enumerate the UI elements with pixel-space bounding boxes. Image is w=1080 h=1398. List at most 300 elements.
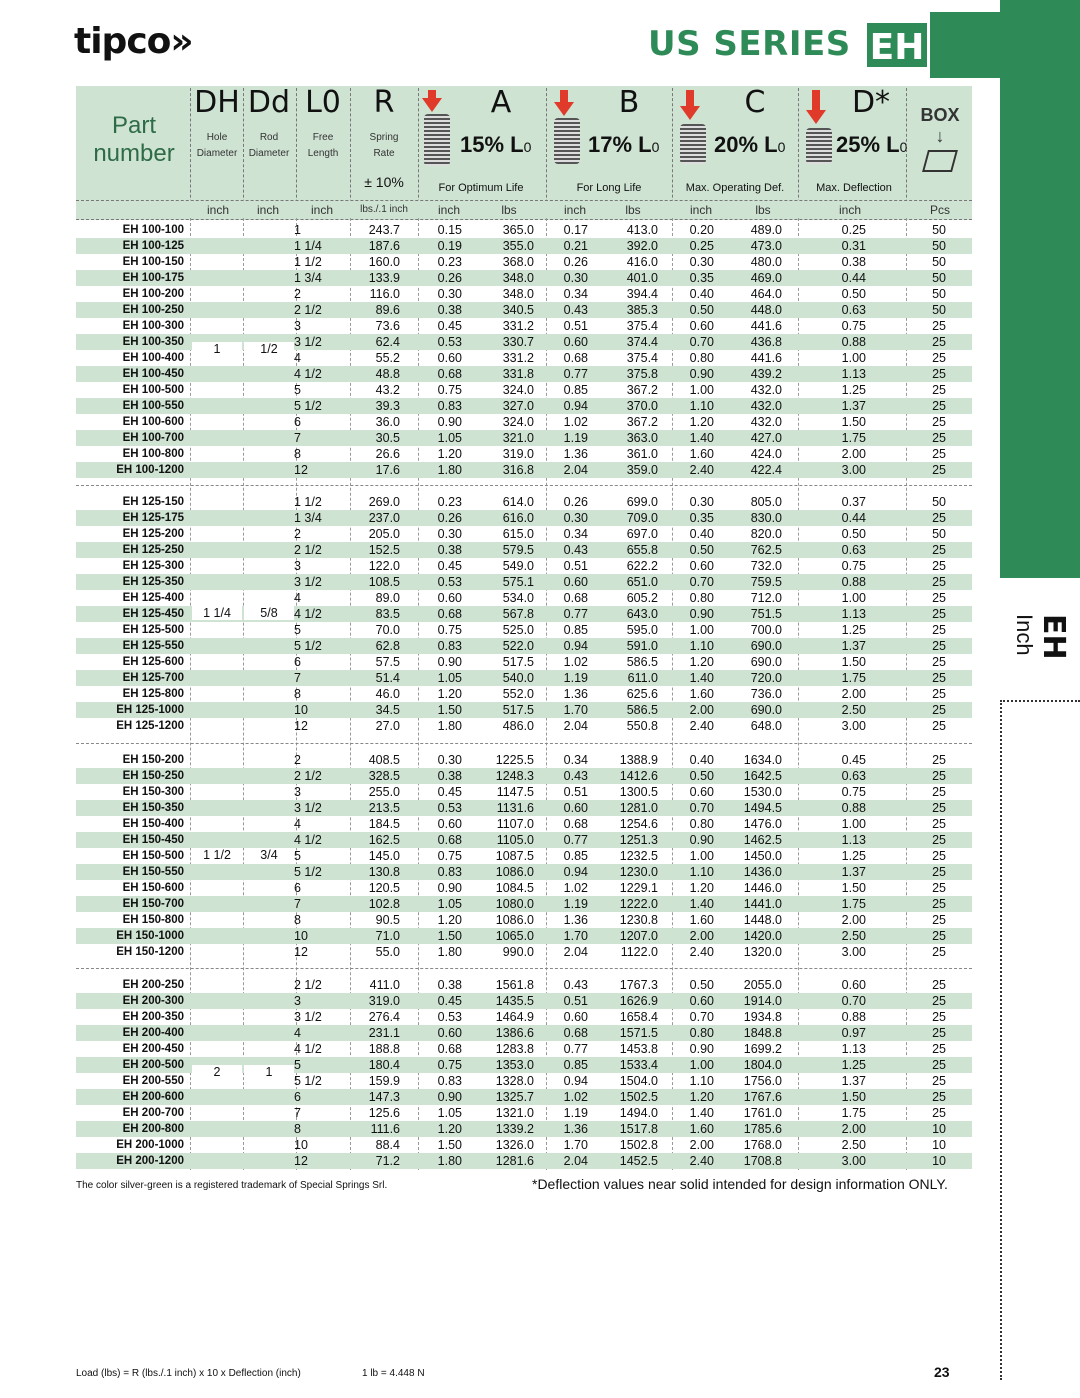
box-qty-cell: 25 [932, 319, 946, 333]
box-qty-cell: 25 [932, 1026, 946, 1040]
free-length-cell: 4 [294, 351, 301, 365]
d-deflection-cell: 1.13 [841, 1042, 866, 1056]
part-number-cell: EH 100-150 [122, 256, 184, 268]
a-note: For Optimum Life [438, 182, 524, 194]
a-load-cell: 324.0 [502, 415, 534, 429]
b-deflection-cell: 0.34 [563, 527, 588, 541]
table-row [76, 928, 972, 944]
box-qty-cell: 50 [932, 287, 946, 301]
c-deflection-cell: 2.00 [689, 929, 714, 943]
spring-rate-cell: 120.5 [368, 881, 400, 895]
header-separator [906, 88, 907, 218]
part-number-cell: EH 125-500 [122, 624, 184, 636]
part-number-cell: EH 100-300 [122, 320, 184, 332]
box-qty-cell: 25 [932, 431, 946, 445]
r-sub1: Spring [369, 132, 399, 143]
c-load-cell: 1530.0 [743, 785, 782, 799]
d-deflection-cell: 0.88 [841, 801, 866, 815]
dd-symbol: Dd [247, 85, 291, 120]
b-load-cell: 1388.9 [619, 753, 658, 767]
header-separator [672, 88, 673, 218]
table-row [76, 494, 972, 510]
part-number-cell: EH 200-600 [122, 1091, 184, 1103]
part-number-cell: EH 200-400 [122, 1027, 184, 1039]
table-row [76, 670, 972, 686]
free-length-cell: 12 [294, 1154, 308, 1168]
b-deflection-cell: 0.34 [563, 287, 588, 301]
spring-rate-cell: 328.5 [368, 769, 400, 783]
b-load-cell: 1222.0 [619, 897, 658, 911]
table-row [76, 1025, 972, 1041]
b-load-cell: 359.0 [626, 463, 658, 477]
free-length-cell: 2 [294, 287, 301, 301]
d-note: Max. Deflection [816, 182, 892, 194]
a-deflection-cell: 0.90 [437, 655, 462, 669]
box-label: BOX [920, 105, 960, 125]
b-deflection-cell: 0.43 [563, 303, 588, 317]
a-deflection-cell: 0.90 [437, 415, 462, 429]
table-row [76, 977, 972, 993]
b-deflection-cell: 0.51 [563, 785, 588, 799]
header-separator [798, 88, 799, 218]
d-deflection-cell: 1.00 [841, 817, 866, 831]
d-deflection-cell: 1.13 [841, 607, 866, 621]
c-load-cell: 436.8 [750, 335, 782, 349]
b-load-cell: 655.8 [626, 543, 658, 557]
c-deflection-cell: 1.10 [689, 865, 714, 879]
spring-rate-cell: 130.8 [368, 865, 400, 879]
d-deflection-cell: 0.31 [841, 239, 866, 253]
b-load-cell: 1412.6 [619, 769, 658, 783]
b-load-cell: 1207.0 [619, 929, 658, 943]
c-load-cell: 1768.0 [743, 1138, 782, 1152]
b-load-cell: 1626.9 [619, 994, 658, 1008]
c-deflection-cell: 0.70 [689, 1010, 714, 1024]
unit-a-inch: inch [437, 203, 460, 217]
b-deflection-cell: 2.04 [563, 463, 588, 477]
spring-rate-cell: 89.6 [375, 303, 400, 317]
b-load-cell: 1502.8 [619, 1138, 658, 1152]
group-separator [76, 743, 972, 744]
a-deflection-cell: 1.05 [437, 1106, 462, 1120]
c-deflection-cell: 0.40 [689, 287, 714, 301]
a-deflection-cell: 0.68 [437, 1042, 462, 1056]
c-deflection-cell: 0.30 [689, 495, 714, 509]
box-qty-cell: 25 [932, 753, 946, 767]
c-deflection-cell: 0.80 [689, 1026, 714, 1040]
group-separator [76, 968, 972, 969]
part-number-cell: EH 125-350 [122, 576, 184, 588]
c-deflection-cell: 0.90 [689, 833, 714, 847]
b-load-cell: 622.2 [626, 559, 658, 573]
b-deflection-cell: 1.36 [563, 687, 588, 701]
part-number-cell: EH 100-125 [122, 240, 184, 252]
table-row [76, 1105, 972, 1121]
table-row [76, 896, 972, 912]
tipco-logo: tipco» [74, 21, 193, 62]
box-qty-cell: 25 [932, 865, 946, 879]
free-length-cell: 3 [294, 559, 301, 573]
free-length-cell: 10 [294, 929, 308, 943]
c-deflection-cell: 1.00 [689, 1058, 714, 1072]
b-load-cell: 367.2 [626, 383, 658, 397]
a-load-cell: 1086.0 [495, 913, 534, 927]
d-deflection-cell: 0.50 [841, 527, 866, 541]
spring-rate-cell: 89.0 [375, 591, 400, 605]
header-separator [190, 88, 191, 218]
a-load-cell: 1353.0 [495, 1058, 534, 1072]
free-length-cell: 5 [294, 383, 301, 397]
c-load-cell: 1420.0 [743, 929, 782, 943]
a-deflection-cell: 0.19 [437, 239, 462, 253]
b-load-cell: 651.0 [626, 575, 658, 589]
c-deflection-cell: 1.20 [689, 881, 714, 895]
part-number-cell: EH 125-1000 [116, 704, 184, 716]
c-load-cell: 1642.5 [743, 769, 782, 783]
size-group [76, 752, 972, 960]
a-load-cell: 331.2 [502, 351, 534, 365]
c-deflection-cell: 0.70 [689, 335, 714, 349]
free-length-cell: 7 [294, 1106, 301, 1120]
group-separator [76, 485, 972, 486]
spring-rate-cell: 70.0 [375, 623, 400, 637]
a-load-cell: 355.0 [502, 239, 534, 253]
box-qty-cell: 25 [932, 591, 946, 605]
c-load-cell: 1441.0 [743, 897, 782, 911]
part-number-cell: EH 150-300 [122, 786, 184, 798]
a-deflection-cell: 0.68 [437, 607, 462, 621]
a-deflection-cell: 0.30 [437, 527, 462, 541]
b-load-cell: 394.4 [626, 287, 658, 301]
c-deflection-cell: 0.80 [689, 591, 714, 605]
table-row [76, 318, 972, 334]
table-row [76, 510, 972, 526]
b-load-cell: 416.0 [626, 255, 658, 269]
c-deflection-cell: 0.40 [689, 753, 714, 767]
spring-rate-cell: 62.8 [375, 639, 400, 653]
c-load-cell: 700.0 [750, 623, 782, 637]
table-row [76, 222, 972, 238]
c-load-cell: 1476.0 [743, 817, 782, 831]
c-deflection-cell: 1.10 [689, 639, 714, 653]
part-number-cell: EH 150-450 [122, 834, 184, 846]
unit-r: lbs./.1 inch [360, 204, 408, 215]
number-label: number [93, 140, 175, 167]
b-deflection-cell: 1.70 [563, 1138, 588, 1152]
b-load-cell: 605.2 [626, 591, 658, 605]
d-deflection-cell: 1.37 [841, 865, 866, 879]
trademark-note: The color silver-green is a registered trademark of Special Springs Srl. [76, 1180, 388, 1191]
b-load-cell: 1504.0 [619, 1074, 658, 1088]
table-row [76, 558, 972, 574]
b-deflection-cell: 0.43 [563, 978, 588, 992]
spring-icon [680, 124, 706, 164]
b-load-cell: 385.3 [626, 303, 658, 317]
b-deflection-cell: 0.60 [563, 801, 588, 815]
box-icon [922, 150, 958, 172]
a-load-cell: 990.0 [502, 945, 534, 959]
part-number-cell: EH 125-200 [122, 528, 184, 540]
a-load-cell: 1386.6 [495, 1026, 534, 1040]
a-deflection-cell: 0.83 [437, 1074, 462, 1088]
b-load-cell: 1300.5 [619, 785, 658, 799]
c-load-cell: 432.0 [750, 399, 782, 413]
size-group [76, 222, 972, 478]
d-deflection-cell: 3.00 [841, 1154, 866, 1168]
a-deflection-cell: 0.75 [437, 1058, 462, 1072]
d-deflection-cell: 2.00 [841, 1122, 866, 1136]
c-deflection-cell: 0.90 [689, 1042, 714, 1056]
box-qty-cell: 50 [932, 303, 946, 317]
box-qty-cell: 50 [932, 239, 946, 253]
dh-symbol: DH [194, 85, 240, 120]
b-deflection-cell: 0.26 [563, 495, 588, 509]
box-qty-cell: 10 [932, 1154, 946, 1168]
a-load-cell: 1339.2 [495, 1122, 534, 1136]
spring-icon [424, 114, 450, 166]
table-row [76, 752, 972, 768]
r-sub2: Rate [373, 148, 395, 159]
box-qty-cell: 25 [932, 447, 946, 461]
free-length-cell: 3 [294, 319, 301, 333]
a-deflection-cell: 0.60 [437, 817, 462, 831]
box-qty-cell: 25 [932, 1058, 946, 1072]
free-length-cell: 7 [294, 897, 301, 911]
free-length-cell: 12 [294, 945, 308, 959]
box-qty-cell: 25 [932, 945, 946, 959]
part-number-cell: EH 100-200 [122, 288, 184, 300]
box-qty-cell: 25 [932, 463, 946, 477]
arrow-down-head-icon [554, 102, 574, 116]
free-length-cell: 6 [294, 655, 301, 669]
spring-rate-cell: 231.1 [368, 1026, 400, 1040]
spring-rate-cell: 145.0 [368, 849, 400, 863]
box-qty-cell: 25 [932, 703, 946, 717]
spring-rate-cell: 36.0 [375, 415, 400, 429]
c-deflection-cell: 1.60 [689, 687, 714, 701]
free-length-cell: 5 [294, 849, 301, 863]
c-load-cell: 1446.0 [743, 881, 782, 895]
d-deflection-cell: 0.63 [841, 769, 866, 783]
free-length-cell: 4 1/2 [294, 833, 322, 847]
side-tab-label [1006, 614, 1080, 674]
table-row [76, 590, 972, 606]
table-row [76, 718, 972, 734]
part-number-cell: EH 200-800 [122, 1123, 184, 1135]
spring-rate-cell: 152.5 [368, 543, 400, 557]
box-qty-cell: 25 [932, 913, 946, 927]
a-deflection-cell: 0.38 [437, 543, 462, 557]
c-load-cell: 448.0 [750, 303, 782, 317]
table-row [76, 574, 972, 590]
c-deflection-cell: 1.60 [689, 1122, 714, 1136]
spring-rate-cell: 162.5 [368, 833, 400, 847]
c-load-cell: 1462.5 [743, 833, 782, 847]
b-load-cell: 1502.5 [619, 1090, 658, 1104]
b-deflection-cell: 0.51 [563, 319, 588, 333]
col-box-header [910, 104, 970, 172]
c-load-cell: 751.5 [750, 607, 782, 621]
part-number-cell: EH 125-600 [122, 656, 184, 668]
c-load-cell: 441.6 [750, 351, 782, 365]
part-number-cell: EH 125-1200 [116, 720, 184, 732]
a-load-cell: 1281.6 [495, 1154, 534, 1168]
part-number-cell: EH 125-300 [122, 560, 184, 572]
free-length-cell: 1 3/4 [294, 511, 322, 525]
d-deflection-cell: 1.00 [841, 591, 866, 605]
a-deflection-cell: 0.26 [437, 511, 462, 525]
a-load-cell: 1561.8 [495, 978, 534, 992]
a-load-cell: 615.0 [502, 527, 534, 541]
d-deflection-cell: 0.45 [841, 753, 866, 767]
b-deflection-cell: 1.19 [563, 671, 588, 685]
box-qty-cell: 25 [932, 801, 946, 815]
c-percent: 20% L0 [714, 132, 786, 157]
b-deflection-cell: 0.26 [563, 255, 588, 269]
a-load-cell: 1321.0 [495, 1106, 534, 1120]
spring-rate-cell: 276.4 [368, 1010, 400, 1024]
free-length-cell: 4 1/2 [294, 607, 322, 621]
free-length-cell: 3 1/2 [294, 801, 322, 815]
b-deflection-cell: 0.68 [563, 1026, 588, 1040]
free-length-cell: 10 [294, 703, 308, 717]
a-deflection-cell: 0.53 [437, 335, 462, 349]
free-length-cell: 5 1/2 [294, 1074, 322, 1088]
header-separator [546, 88, 547, 218]
part-number-cell: EH 100-550 [122, 400, 184, 412]
spring-rate-cell: 71.2 [375, 1154, 400, 1168]
lo-sub2: Length [307, 148, 339, 159]
a-deflection-cell: 1.80 [437, 463, 462, 477]
spring-rate-cell: 122.0 [368, 559, 400, 573]
series-code-backdrop [930, 12, 1000, 78]
box-qty-cell: 25 [932, 994, 946, 1008]
b-load-cell: 586.5 [626, 655, 658, 669]
b-load-cell: 591.0 [626, 639, 658, 653]
rod-diameter-cell: 3/4 [244, 848, 294, 862]
b-load-cell: 375.4 [626, 319, 658, 333]
d-deflection-cell: 1.25 [841, 1058, 866, 1072]
d-deflection-cell: 1.13 [841, 833, 866, 847]
b-deflection-cell: 0.77 [563, 367, 588, 381]
c-load-cell: 820.0 [750, 527, 782, 541]
b-load-cell: 709.0 [626, 511, 658, 525]
b-deflection-cell: 1.02 [563, 655, 588, 669]
d-deflection-cell: 0.60 [841, 978, 866, 992]
box-qty-cell: 25 [932, 719, 946, 733]
c-note: Max. Operating Def. [685, 182, 785, 194]
d-deflection-cell: 2.00 [841, 913, 866, 927]
free-length-cell: 1 1/2 [294, 255, 322, 269]
spring-rate-cell: 26.6 [375, 447, 400, 461]
a-load-cell: 552.0 [502, 687, 534, 701]
a-deflection-cell: 0.90 [437, 1090, 462, 1104]
free-length-cell: 2 1/2 [294, 303, 322, 317]
spring-rate-cell: 160.0 [368, 255, 400, 269]
box-qty-cell: 25 [932, 1106, 946, 1120]
a-load-cell: 327.0 [502, 399, 534, 413]
c-load-cell: 1450.0 [743, 849, 782, 863]
free-length-cell: 3 1/2 [294, 335, 322, 349]
r-tolerance: ± 10% [364, 174, 404, 190]
a-deflection-cell: 1.05 [437, 897, 462, 911]
a-deflection-cell: 1.50 [437, 703, 462, 717]
c-deflection-cell: 1.00 [689, 383, 714, 397]
b-deflection-cell: 0.30 [563, 271, 588, 285]
d-deflection-cell: 0.50 [841, 287, 866, 301]
spring-rate-cell: 111.6 [370, 1122, 400, 1136]
c-load-cell: 1699.2 [743, 1042, 782, 1056]
a-load-cell: 365.0 [502, 223, 534, 237]
b-deflection-cell: 0.85 [563, 383, 588, 397]
box-qty-cell: 25 [932, 575, 946, 589]
a-load-cell: 1248.3 [495, 769, 534, 783]
rod-diameter-cell: 5/8 [244, 606, 294, 620]
b-deflection-cell: 0.94 [563, 639, 588, 653]
header-separator [350, 88, 351, 218]
c-deflection-cell: 2.00 [689, 1138, 714, 1152]
free-length-cell: 2 [294, 527, 301, 541]
b-load-cell: 1251.3 [619, 833, 658, 847]
part-number-cell: EH 100-100 [122, 224, 184, 236]
spring-rate-cell: 159.9 [368, 1074, 400, 1088]
table-row [76, 1041, 972, 1057]
b-load-cell: 595.0 [626, 623, 658, 637]
table-row [76, 446, 972, 462]
header-separator [243, 88, 244, 218]
box-qty-cell: 25 [932, 929, 946, 943]
c-load-cell: 427.0 [750, 431, 782, 445]
a-deflection-cell: 0.38 [437, 303, 462, 317]
dotted-divider-vertical [1000, 700, 1002, 1380]
box-qty-cell: 25 [932, 639, 946, 653]
b-load-cell: 1658.4 [619, 1010, 658, 1024]
d-deflection-cell: 1.50 [841, 655, 866, 669]
box-qty-cell: 25 [932, 1090, 946, 1104]
part-number-cell: EH 200-1000 [116, 1139, 184, 1151]
box-qty-cell: 25 [932, 1010, 946, 1024]
c-load-cell: 1767.6 [743, 1090, 782, 1104]
a-load-cell: 486.0 [502, 719, 534, 733]
size-group [76, 494, 972, 734]
c-load-cell: 464.0 [750, 287, 782, 301]
table-row [76, 414, 972, 430]
a-deflection-cell: 0.75 [437, 383, 462, 397]
b-load-cell: 1232.5 [619, 849, 658, 863]
free-length-cell: 2 1/2 [294, 769, 322, 783]
c-deflection-cell: 0.60 [689, 785, 714, 799]
a-deflection-cell: 0.90 [437, 881, 462, 895]
a-load-cell: 1435.5 [495, 994, 534, 1008]
c-deflection-cell: 0.35 [689, 511, 714, 525]
spring-rate-cell: 17.6 [375, 463, 400, 477]
c-load-cell: 1914.0 [743, 994, 782, 1008]
b-deflection-cell: 2.04 [563, 945, 588, 959]
table-row [76, 398, 972, 414]
a-deflection-cell: 1.20 [437, 687, 462, 701]
lo-sub1: Free [312, 132, 334, 143]
spring-rate-cell: 133.9 [368, 271, 400, 285]
part-number-cell: EH 150-400 [122, 818, 184, 830]
d-deflection-cell: 0.88 [841, 1010, 866, 1024]
unit-b-lbs: lbs [625, 203, 641, 217]
c-deflection-cell: 0.80 [689, 817, 714, 831]
a-deflection-cell: 0.30 [437, 753, 462, 767]
box-qty-cell: 50 [932, 223, 946, 237]
a-load-cell: 321.0 [502, 431, 534, 445]
part-number-heading [84, 112, 184, 168]
spring-icon [806, 128, 832, 164]
